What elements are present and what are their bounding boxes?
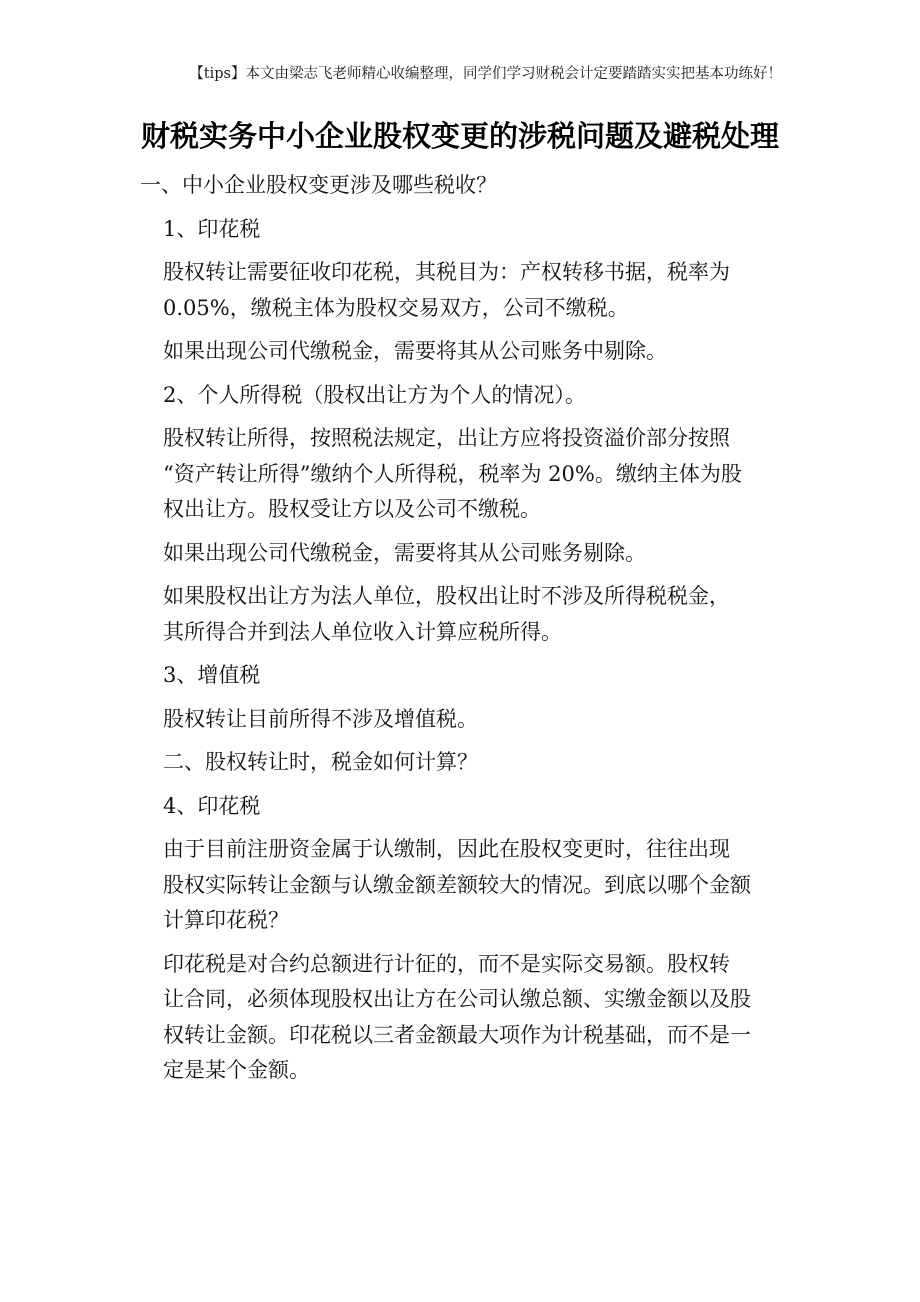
paragraph-line: 1、印花税 [163, 216, 261, 241]
paragraph [140, 378, 782, 414]
paragraph [140, 168, 782, 204]
paragraph-line: 4、印花税 [163, 793, 261, 818]
paragraph-line: 由于目前注册资金属于认缴制，因此在股权变更时，往往出现 [163, 837, 730, 861]
paragraph [140, 745, 782, 781]
paragraph [140, 255, 782, 326]
paragraph-line: 其所得合并到法人单位收入计算应税所得。 [163, 619, 562, 644]
paragraph [140, 832, 782, 939]
paragraph-line: 股权转让需要征收印花税，其税目为：产权转移书据，税率为 [163, 260, 730, 284]
paragraph [140, 579, 782, 650]
paragraph-line: 一、中小企业股权变更涉及哪些税收？ [140, 173, 497, 197]
paragraph-line: 印花税是对合约总额进行计征的，而不是实际交易额。股权转 [163, 951, 730, 976]
document-body [140, 168, 782, 1097]
paragraph-line: 2、个人所得税（股权出让方为个人的情况）。 [163, 382, 586, 407]
paragraph-line: 股权转让所得，按照税法规定，出让方应将投资溢价部分按照 [163, 426, 730, 450]
paragraph-line: 定是某个金额。 [163, 1058, 310, 1082]
paragraph-line: “资产转让所得”缴纳个人所得税，税率为 20%。缴纳主体为股 [163, 461, 742, 486]
paragraph-line: 股权转让目前所得不涉及增值税。 [163, 706, 478, 731]
paragraph [140, 334, 782, 370]
paragraph [140, 212, 782, 248]
paragraph-line: 股权实际转让金额与认缴金额差额较大的情况。到底以哪个金额 [163, 872, 751, 897]
paragraph [140, 789, 782, 825]
paragraph [140, 421, 782, 528]
paragraph [140, 658, 782, 694]
header-tip: 【tips】本文由梁志飞老师精心收编整理，同学们学习财税会计定要踏踏实实把基本功练好！ [189, 66, 782, 82]
paragraph-line: 如果出现公司代缴税金，需要将其从公司账务中剔除。 [163, 339, 667, 363]
paragraph-line: 如果出现公司代缴税金，需要将其从公司账务剔除。 [163, 540, 646, 565]
document-title: 财税实务中小企业股权变更的涉税问题及避税处理 [140, 119, 779, 153]
paragraph-line: 计算印花税？ [163, 908, 289, 932]
paragraph-line: 二、股权转让时，税金如何计算？ [163, 750, 478, 774]
paragraph-line: 3、增值税 [163, 663, 261, 687]
paragraph-line: 0.05%，缴税主体为股权交易双方，公司不缴税。 [163, 295, 629, 320]
paragraph-line: 让合同，必须体现股权出让方在公司认缴总额、实缴金额以及股 [163, 987, 751, 1011]
paragraph [140, 947, 782, 1089]
paragraph [140, 702, 782, 738]
paragraph-line: 权出让方。股权受让方以及公司不缴税。 [163, 497, 541, 521]
paragraph [140, 536, 782, 572]
paragraph-line: 权转让金额。印花税以三者金额最大项作为计税基础，而不是一 [163, 1022, 751, 1047]
paragraph-line: 如果股权出让方为法人单位，股权出让时不涉及所得税税金， [163, 584, 730, 608]
